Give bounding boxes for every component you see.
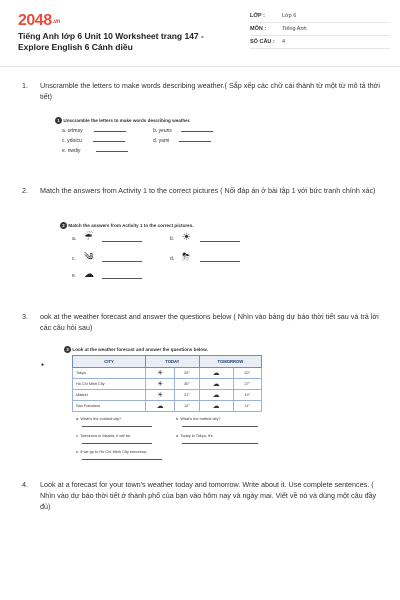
wind-icon: ༄ bbox=[84, 252, 94, 263]
item-label: b. bbox=[153, 128, 158, 134]
activity-3-heading bbox=[64, 346, 208, 353]
question-number: 4. bbox=[22, 480, 28, 489]
city-cell: Hồ Chí Minh City bbox=[73, 379, 146, 390]
unscramble-item bbox=[62, 148, 128, 154]
city-cell: Madrid bbox=[73, 390, 146, 401]
temperature-cell: 30° bbox=[175, 379, 200, 390]
answer-blank[interactable] bbox=[93, 141, 125, 142]
answer-blank[interactable] bbox=[82, 459, 162, 460]
question-number: 2. bbox=[22, 186, 28, 195]
match-item bbox=[170, 252, 190, 263]
activity-badge: 2 bbox=[60, 222, 67, 229]
temperature-cell: 12° bbox=[175, 401, 200, 412]
sub-question-text: What's the coldest city? bbox=[80, 416, 122, 421]
column-header: TOMORROW bbox=[199, 356, 261, 368]
item-label: d. bbox=[153, 138, 158, 144]
cloud-icon: ☁ bbox=[199, 368, 233, 379]
item-label: d. bbox=[170, 256, 175, 262]
match-item bbox=[72, 232, 93, 243]
question-text: Look at a forecast for your town's weather today and tomorrow. Write about it. Use complete sentences. ( Nhìn vào dự báo thời tiết ở thành phố của bạn vào hôm nay và ngày mai. Viết về nó và dùng một câu đầy đủ) bbox=[40, 480, 377, 511]
match-item bbox=[72, 252, 94, 263]
sub-question-text: Today in Tokyo, it's bbox=[180, 433, 213, 438]
question-3 bbox=[22, 311, 384, 333]
answer-blank[interactable] bbox=[94, 131, 126, 132]
meta-value: Lớp 6 bbox=[282, 13, 297, 19]
item-label: b. bbox=[170, 236, 175, 242]
meta-row-class bbox=[250, 10, 390, 23]
cloud-icon: ☁ bbox=[84, 269, 94, 280]
item-label: c. bbox=[62, 138, 66, 144]
answer-blank[interactable] bbox=[102, 241, 142, 242]
activity-badge: 3 bbox=[64, 346, 71, 353]
activity-heading: Match the answers from Activity 1 to the correct pictures. bbox=[68, 222, 194, 228]
question-number: 3. bbox=[22, 312, 28, 321]
unscramble-item bbox=[62, 128, 126, 134]
logo-suffix: .vn bbox=[52, 19, 60, 25]
question-2 bbox=[22, 185, 384, 196]
activity-2-panel bbox=[60, 222, 270, 282]
question-number: 1. bbox=[22, 81, 28, 90]
item-label: b. bbox=[176, 416, 180, 421]
question-text: Unscramble the letters to make words describing weather.( Sắp xếp các chữ cái thành từ một từ mô tả thời tiết) bbox=[40, 81, 380, 101]
table-row bbox=[73, 368, 262, 379]
temperature-cell: 21° bbox=[175, 390, 200, 401]
item-label: a. bbox=[72, 236, 77, 242]
answer-blank[interactable] bbox=[102, 278, 142, 279]
meta-row-subject bbox=[250, 23, 390, 36]
table-header-row bbox=[73, 356, 262, 368]
table-row bbox=[73, 390, 262, 401]
meta-key: MÔN : bbox=[250, 26, 267, 32]
sun-icon: ☀ bbox=[146, 390, 175, 401]
sun-icon: ☀ bbox=[182, 232, 191, 243]
sub-question-text: Tomorrow in Madrid, it will be bbox=[80, 433, 131, 438]
temperature-cell: 27° bbox=[233, 379, 262, 390]
meta-key: SỐ CÂU : bbox=[250, 39, 275, 45]
sub-question bbox=[76, 449, 147, 454]
page-header bbox=[0, 0, 400, 67]
item-label: a. bbox=[62, 128, 67, 134]
answer-blank[interactable] bbox=[182, 443, 258, 444]
answer-blank[interactable] bbox=[182, 426, 258, 427]
city-cell: San Francisco bbox=[73, 401, 146, 412]
scrambled-word: yarni bbox=[158, 138, 170, 144]
unscramble-item bbox=[153, 138, 211, 144]
bullet-dot: ● bbox=[41, 362, 45, 368]
match-item bbox=[72, 269, 94, 280]
temperature-cell: 26° bbox=[175, 368, 200, 379]
cloud-icon: ☁ bbox=[199, 379, 233, 390]
forecast-table bbox=[72, 355, 262, 412]
item-label: a. bbox=[76, 416, 80, 421]
item-label: e. bbox=[76, 449, 80, 454]
meta-key: LỚP : bbox=[250, 13, 265, 19]
answer-blank[interactable] bbox=[82, 443, 152, 444]
scrambled-word: ydoicu bbox=[67, 138, 82, 144]
item-label: e. bbox=[72, 273, 77, 279]
activity-heading: Look at the weather forecast and answer the questions below. bbox=[72, 346, 208, 352]
logo-text: 2048 bbox=[18, 12, 52, 29]
answer-blank[interactable] bbox=[200, 261, 240, 262]
page-title: Tiếng Anh lớp 6 Unit 10 Worksheet trang 147 - Explore English 6 Cánh diều bbox=[18, 31, 204, 52]
table-row bbox=[73, 401, 262, 412]
answer-blank[interactable] bbox=[179, 141, 211, 142]
question-text: Match the answers from Activity 1 to the correct pictures ( Nối đáp án ở bài tập 1 với bức tranh chính xác) bbox=[40, 186, 376, 195]
question-4 bbox=[22, 479, 384, 512]
sub-question bbox=[176, 416, 220, 421]
sub-question bbox=[76, 416, 121, 421]
match-item bbox=[170, 232, 191, 243]
rain-cloud-icon: ☔ bbox=[84, 232, 93, 243]
column-header: CITY bbox=[73, 356, 146, 368]
answer-blank[interactable] bbox=[82, 426, 152, 427]
sun-icon: ☀ bbox=[146, 368, 175, 379]
sun-icon: ☀ bbox=[146, 379, 175, 390]
sub-question-text: What's the hottest city? bbox=[180, 416, 221, 421]
sub-question bbox=[76, 433, 130, 438]
activity-heading: Unscramble the letters to make words describing weather. bbox=[63, 117, 191, 123]
meta-row-count bbox=[250, 36, 390, 49]
meta-value: 4 bbox=[282, 39, 286, 45]
column-header: TODAY bbox=[146, 356, 200, 368]
answer-blank[interactable] bbox=[96, 151, 128, 152]
activity-badge: 1 bbox=[55, 117, 62, 124]
temperature-cell: 11° bbox=[233, 401, 262, 412]
question-text: ook at the weather forecast and answer the questions below ( Nhìn vào bảng dự báo thời tiết sau và trả lời các câu hỏi sau) bbox=[40, 312, 379, 332]
sub-question-text: If we go to Hồ Chí Minh City tomorrow, bbox=[80, 449, 147, 454]
scrambled-word: yeuns bbox=[158, 128, 172, 134]
storm-icon: ⛈ bbox=[182, 252, 190, 263]
site-logo[interactable] bbox=[18, 12, 60, 30]
temperature-cell: 19° bbox=[233, 390, 262, 401]
meta-value: Tiếng Anh bbox=[282, 26, 307, 32]
activity-1-panel bbox=[55, 117, 225, 158]
item-label: c. bbox=[72, 256, 76, 262]
unscramble-item bbox=[153, 128, 213, 134]
meta-info bbox=[250, 10, 390, 49]
item-label: d. bbox=[176, 433, 180, 438]
scrambled-word: ortmsy bbox=[67, 128, 83, 134]
table-row bbox=[73, 379, 262, 390]
city-cell: Tokyo bbox=[73, 368, 146, 379]
scrambled-word: nwdiy bbox=[67, 148, 81, 154]
item-label: c. bbox=[76, 433, 80, 438]
question-1 bbox=[22, 80, 384, 102]
answer-blank[interactable] bbox=[102, 261, 142, 262]
temperature-cell: 20° bbox=[233, 368, 262, 379]
sub-question bbox=[176, 433, 213, 438]
cloud-icon: ☁ bbox=[199, 390, 233, 401]
answer-blank[interactable] bbox=[200, 241, 240, 242]
item-label: e. bbox=[62, 148, 67, 154]
cloud-icon: ☁ bbox=[199, 401, 233, 412]
cloud-icon: ☁ bbox=[146, 401, 175, 412]
answer-blank[interactable] bbox=[181, 131, 213, 132]
unscramble-item bbox=[62, 138, 125, 144]
